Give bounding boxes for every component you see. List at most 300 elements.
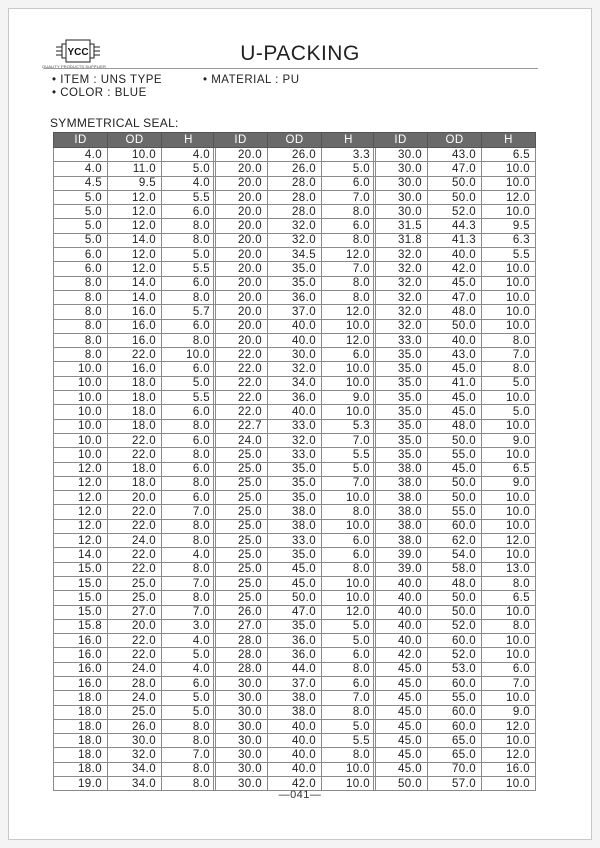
table-row [374,634,536,648]
cell-h: 7.0 [322,262,376,276]
cell-h: 10.0 [482,448,536,462]
table-row [374,162,536,176]
cell-id: 12.0 [54,476,108,490]
cell-h: 7.0 [482,348,536,362]
cell-h: 5.5 [322,448,376,462]
cell-od: 34.0 [108,762,162,776]
table-row [374,333,536,347]
cell-id: 20.0 [214,276,268,290]
cell-id: 6.0 [54,248,108,262]
cell-h: 7.0 [162,576,216,590]
cell-h: 10.0 [482,262,536,276]
cell-id: 40.0 [374,605,428,619]
cell-h: 8.0 [322,290,376,304]
cell-h: 5.0 [322,634,376,648]
cell-id: 8.0 [54,333,108,347]
cell-od: 38.0 [268,519,322,533]
table-row [214,233,376,247]
table-row [374,676,536,690]
cell-id: 30.0 [374,205,428,219]
column-header-h: H [482,133,536,148]
cell-id: 20.0 [214,190,268,204]
cell-h: 16.0 [482,762,536,776]
cell-od: 25.0 [108,591,162,605]
cell-h: 8.0 [482,362,536,376]
cell-h: 10.0 [482,777,536,791]
cell-id: 32.0 [374,248,428,262]
cell-od: 48.0 [428,576,482,590]
cell-od: 11.0 [108,162,162,176]
cell-od: 18.0 [108,462,162,476]
cell-od: 60.0 [428,705,482,719]
table-row [214,376,376,390]
table-row [374,691,536,705]
cell-od: 36.0 [268,648,322,662]
cell-h: 7.0 [322,433,376,447]
cell-id: 25.0 [214,491,268,505]
spec-color-value: BLUE [114,87,147,99]
cell-od: 22.0 [108,648,162,662]
cell-h: 10.0 [322,405,376,419]
cell-od: 40.0 [268,319,322,333]
cell-id: 10.0 [54,433,108,447]
table-row [54,476,216,490]
table-row [214,219,376,233]
title-divider [44,68,538,69]
cell-h: 8.0 [322,562,376,576]
cell-h: 10.0 [482,505,536,519]
cell-od: 34.5 [268,248,322,262]
cell-od: 44.0 [268,662,322,676]
cell-id: 16.0 [54,676,108,690]
cell-id: 16.0 [54,648,108,662]
cell-id: 18.0 [54,762,108,776]
cell-id: 10.0 [54,362,108,376]
table-row [374,534,536,548]
cell-id: 22.7 [214,419,268,433]
cell-id: 25.0 [214,562,268,576]
cell-od: 37.0 [268,676,322,690]
cell-od: 41.0 [428,376,482,390]
cell-h: 10.0 [482,205,536,219]
spec-material-value: PU [282,74,300,86]
cell-od: 35.0 [268,276,322,290]
cell-od: 58.0 [428,562,482,576]
cell-od: 36.0 [268,290,322,304]
table-row [214,748,376,762]
cell-od: 14.0 [108,233,162,247]
cell-id: 30.0 [214,676,268,690]
cell-od: 38.0 [268,705,322,719]
table-row [214,562,376,576]
cell-od: 30.0 [108,734,162,748]
cell-od: 45.0 [428,462,482,476]
cell-h: 6.3 [482,233,536,247]
table-row [54,762,216,776]
cell-id: 14.0 [54,548,108,562]
cell-od: 32.0 [268,219,322,233]
cell-id: 35.0 [374,448,428,462]
cell-id: 18.0 [54,734,108,748]
cell-h: 10.0 [162,348,216,362]
cell-od: 62.0 [428,534,482,548]
cell-id: 40.0 [374,619,428,633]
cell-h: 9.0 [322,391,376,405]
cell-id: 30.0 [374,162,428,176]
cell-od: 32.0 [268,233,322,247]
cell-id: 30.0 [374,176,428,190]
table-row [54,376,216,390]
cell-od: 41.3 [428,233,482,247]
cell-h: 6.0 [482,662,536,676]
cell-od: 18.0 [108,405,162,419]
table-row [214,305,376,319]
column-header-od: OD [108,133,162,148]
cell-id: 38.0 [374,505,428,519]
cell-od: 55.0 [428,448,482,462]
cell-h: 8.0 [162,219,216,233]
logo-text: YCC [67,47,89,58]
cell-od: 30.0 [268,348,322,362]
cell-id: 25.0 [214,448,268,462]
cell-od: 60.0 [428,519,482,533]
cell-h: 5.0 [162,248,216,262]
cell-od: 65.0 [428,734,482,748]
cell-h: 10.0 [482,319,536,333]
cell-id: 10.0 [54,419,108,433]
cell-h: 8.0 [162,448,216,462]
cell-od: 22.0 [108,562,162,576]
cell-h: 10.0 [482,648,536,662]
table-row [214,448,376,462]
cell-h: 6.0 [322,548,376,562]
cell-h: 5.5 [482,248,536,262]
cell-id: 22.0 [214,376,268,390]
cell-id: 30.0 [214,748,268,762]
cell-id: 30.0 [214,719,268,733]
cell-h: 8.0 [162,290,216,304]
cell-od: 34.0 [108,777,162,791]
table-row [374,391,536,405]
cell-h: 8.0 [482,333,536,347]
cell-od: 34.0 [268,376,322,390]
cell-od: 40.0 [268,762,322,776]
table-row [214,662,376,676]
table-row [214,148,376,162]
table-row [54,491,216,505]
table-row [214,162,376,176]
table-row [214,276,376,290]
table-row [214,362,376,376]
table-row [54,662,216,676]
table-row [374,205,536,219]
cell-id: 18.0 [54,691,108,705]
cell-id: 45.0 [374,705,428,719]
table-row [214,676,376,690]
table-row [54,534,216,548]
cell-h: 5.0 [482,405,536,419]
table-row [54,190,216,204]
cell-od: 12.0 [108,262,162,276]
cell-h: 5.7 [162,305,216,319]
table-row [214,319,376,333]
table-row [214,734,376,748]
cell-h: 8.0 [162,534,216,548]
cell-od: 35.0 [268,619,322,633]
table-row [214,176,376,190]
table-row [374,734,536,748]
cell-od: 32.0 [268,433,322,447]
cell-od: 40.0 [268,719,322,733]
column-header-od: OD [268,133,322,148]
cell-h: 6.0 [322,348,376,362]
cell-id: 5.0 [54,190,108,204]
cell-id: 25.0 [214,505,268,519]
cell-h: 12.0 [482,719,536,733]
table-row [374,290,536,304]
cell-id: 16.0 [54,634,108,648]
cell-h: 5.5 [162,190,216,204]
table-row [374,519,536,533]
cell-h: 10.0 [482,290,536,304]
cell-h: 6.5 [482,148,536,162]
cell-h: 7.0 [322,190,376,204]
cell-od: 35.0 [268,491,322,505]
cell-od: 40.0 [268,734,322,748]
cell-h: 6.0 [162,433,216,447]
cell-h: 10.0 [482,491,536,505]
cell-h: 5.0 [162,376,216,390]
table-row [54,419,216,433]
cell-id: 30.0 [374,190,428,204]
column-header-h: H [322,133,376,148]
cell-h: 4.0 [162,634,216,648]
table-row [374,705,536,719]
cell-id: 31.8 [374,233,428,247]
cell-h: 8.0 [322,748,376,762]
cell-h: 12.0 [482,190,536,204]
cell-od: 55.0 [428,505,482,519]
table-row [54,734,216,748]
cell-od: 38.0 [268,505,322,519]
cell-od: 9.5 [108,176,162,190]
cell-h: 6.5 [482,462,536,476]
cell-h: 4.0 [162,176,216,190]
table-row [374,276,536,290]
table-row [374,562,536,576]
cell-od: 20.0 [108,491,162,505]
spec-material [203,74,300,86]
cell-od: 57.0 [428,777,482,791]
cell-id: 45.0 [374,734,428,748]
cell-id: 32.0 [374,319,428,333]
cell-id: 16.0 [54,662,108,676]
table-row [54,576,216,590]
cell-h: 5.0 [162,691,216,705]
cell-id: 4.0 [54,148,108,162]
cell-od: 36.0 [268,634,322,648]
cell-id: 10.0 [54,405,108,419]
table-row [54,405,216,419]
table-row [214,419,376,433]
cell-h: 6.0 [162,676,216,690]
cell-h: 6.0 [322,219,376,233]
table-row [374,748,536,762]
cell-id: 25.0 [214,476,268,490]
cell-od: 16.0 [108,305,162,319]
cell-od: 18.0 [108,376,162,390]
cell-id: 25.0 [214,548,268,562]
cell-h: 7.0 [162,505,216,519]
cell-id: 18.0 [54,719,108,733]
cell-h: 12.0 [482,748,536,762]
cell-h: 10.0 [482,519,536,533]
table-row [374,405,536,419]
cell-h: 6.0 [322,648,376,662]
table-row [374,662,536,676]
cell-od: 36.0 [268,391,322,405]
cell-od: 18.0 [108,391,162,405]
cell-id: 31.5 [374,219,428,233]
cell-id: 25.0 [214,576,268,590]
cell-od: 60.0 [428,719,482,733]
cell-id: 12.0 [54,505,108,519]
column-header-id: ID [374,133,428,148]
cell-od: 22.0 [108,348,162,362]
cell-od: 50.0 [428,491,482,505]
cell-od: 35.0 [268,548,322,562]
cell-od: 32.0 [268,362,322,376]
cell-h: 6.0 [162,462,216,476]
cell-id: 35.0 [374,433,428,447]
cell-od: 22.0 [108,519,162,533]
seal-table-2 [213,132,376,791]
table-row [214,205,376,219]
table-row [214,719,376,733]
cell-id: 18.0 [54,748,108,762]
cell-h: 5.3 [322,419,376,433]
table-row [54,333,216,347]
cell-h: 6.0 [322,676,376,690]
cell-h: 12.0 [322,333,376,347]
table-row [54,605,216,619]
cell-h: 5.0 [322,719,376,733]
cell-od: 14.0 [108,290,162,304]
cell-od: 45.0 [428,276,482,290]
table-row [374,176,536,190]
cell-h: 4.0 [162,662,216,676]
cell-id: 35.0 [374,391,428,405]
cell-id: 22.0 [214,348,268,362]
cell-od: 22.0 [108,548,162,562]
cell-h: 10.0 [482,391,536,405]
cell-od: 16.0 [108,333,162,347]
table-row [374,305,536,319]
cell-id: 50.0 [374,777,428,791]
cell-od: 50.0 [428,476,482,490]
table-row [374,462,536,476]
cell-id: 20.0 [214,319,268,333]
spec-color-label: • COLOR : [52,87,115,99]
spec-item [52,74,162,86]
cell-id: 8.0 [54,305,108,319]
table-row [54,362,216,376]
cell-h: 3.0 [162,619,216,633]
cell-h: 7.0 [162,748,216,762]
cell-h: 3.3 [322,148,376,162]
cell-h: 10.0 [322,762,376,776]
cell-od: 50.0 [268,591,322,605]
cell-h: 10.0 [322,519,376,533]
cell-h: 9.0 [482,476,536,490]
cell-h: 8.0 [162,591,216,605]
table-row [54,248,216,262]
table-row [374,648,536,662]
table-row [214,648,376,662]
cell-h: 5.0 [322,462,376,476]
cell-od: 22.0 [108,634,162,648]
cell-od: 16.0 [108,319,162,333]
table-row [374,505,536,519]
table-row [374,448,536,462]
cell-id: 30.0 [214,691,268,705]
cell-od: 48.0 [428,419,482,433]
cell-od: 55.0 [428,691,482,705]
table-row [54,619,216,633]
table-row [374,190,536,204]
cell-h: 8.0 [162,476,216,490]
cell-id: 39.0 [374,562,428,576]
cell-h: 10.0 [482,176,536,190]
cell-id: 19.0 [54,777,108,791]
cell-id: 20.0 [214,290,268,304]
cell-id: 30.0 [214,734,268,748]
table-row [214,262,376,276]
cell-id: 35.0 [374,348,428,362]
table-row [214,705,376,719]
cell-h: 8.0 [322,233,376,247]
cell-id: 20.0 [214,262,268,276]
cell-h: 6.0 [322,176,376,190]
cell-id: 12.0 [54,534,108,548]
cell-h: 10.0 [482,605,536,619]
cell-h: 6.0 [162,319,216,333]
cell-od: 50.0 [428,591,482,605]
table-row [214,248,376,262]
cell-h: 10.0 [482,305,536,319]
cell-id: 24.0 [214,433,268,447]
table-row [374,762,536,776]
cell-id: 6.0 [54,262,108,276]
cell-od: 42.0 [428,262,482,276]
page-number: —041— [278,789,322,801]
cell-id: 20.0 [214,233,268,247]
seal-table-3 [373,132,536,791]
cell-od: 28.0 [108,676,162,690]
cell-h: 8.0 [322,705,376,719]
table-row [214,391,376,405]
cell-h: 8.0 [482,619,536,633]
cell-od: 52.0 [428,648,482,662]
table-row [54,219,216,233]
cell-id: 22.0 [214,405,268,419]
cell-od: 60.0 [428,676,482,690]
cell-h: 7.0 [322,476,376,490]
table-row [54,176,216,190]
spec-item-label: • ITEM : [52,74,101,86]
cell-id: 5.0 [54,205,108,219]
cell-id: 15.0 [54,576,108,590]
